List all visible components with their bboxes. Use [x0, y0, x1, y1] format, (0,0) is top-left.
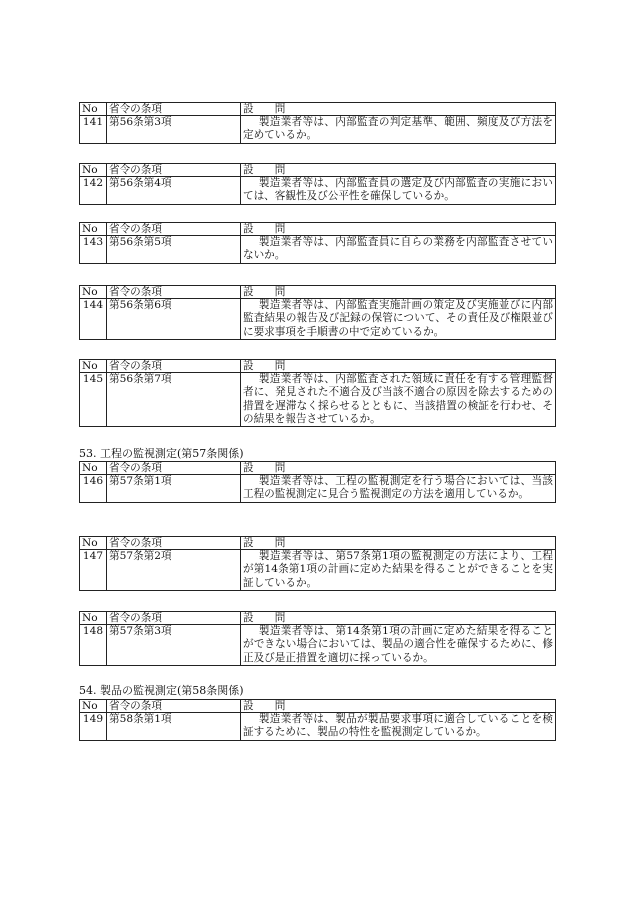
header-article: 省令の条項: [107, 612, 241, 625]
item-no: 145: [80, 373, 107, 427]
item-article: 第56条第7項: [107, 373, 241, 427]
item-article: 第58条第1項: [107, 713, 241, 741]
question-table-149: [79, 699, 556, 741]
header-article: 省令の条項: [107, 462, 241, 475]
table-header-row: [80, 360, 556, 373]
header-question: 設 問: [241, 537, 556, 550]
question-table-147: [79, 536, 556, 591]
item-article: 第57条第1項: [107, 475, 241, 503]
item-no: 142: [80, 177, 107, 205]
question-table-142: [79, 163, 556, 205]
table-header-row: [80, 223, 556, 236]
table-row: [80, 475, 556, 503]
table-header-row: [80, 164, 556, 177]
header-article: 省令の条項: [107, 103, 241, 116]
item-no: 141: [80, 116, 107, 144]
table-row: [80, 116, 556, 144]
question-table-145: [79, 359, 556, 427]
header-article: 省令の条項: [107, 223, 241, 236]
item-no: 148: [80, 625, 107, 666]
header-question: 設 問: [241, 700, 556, 713]
header-article: 省令の条項: [107, 700, 241, 713]
item-article: 第57条第2項: [107, 550, 241, 591]
header-no: No: [80, 612, 107, 625]
header-question: 設 問: [241, 612, 556, 625]
item-article: 第56条第3項: [107, 116, 241, 144]
question-table-144: [79, 285, 556, 340]
table-row: [80, 177, 556, 205]
item-question: 製造業者等は、内部監査員の選定及び内部監査の実施においては、客観性及び公平性を確保しているか。: [241, 177, 556, 205]
header-question: 設 問: [241, 286, 556, 299]
table-header-row: [80, 612, 556, 625]
table-header-row: [80, 286, 556, 299]
item-question: 製造業者等は、製品が製品要求事項に適合していることを検証するために、製品の特性を監視測定しているか。: [241, 713, 556, 741]
question-table-148: [79, 611, 556, 666]
table-row: [80, 625, 556, 666]
header-no: No: [80, 360, 107, 373]
table-row: [80, 299, 556, 340]
question-table-141: [79, 102, 556, 144]
item-question: 製造業者等は、内部監査された領域に責任を有する管理監督者に、発見された不適合及び当該不適合の原因を除去するための措置を遅滞なく採らせるとともに、当該措置の検証を行わせ、その結果を報告させているか。: [241, 373, 556, 427]
item-question: 製造業者等は、工程の監視測定を行う場合においては、当該工程の監視測定に見合う監視測定の方法を適用しているか。: [241, 475, 556, 503]
header-no: No: [80, 700, 107, 713]
table-header-row: [80, 537, 556, 550]
table-row: [80, 236, 556, 264]
item-no: 144: [80, 299, 107, 340]
question-table-143: [79, 222, 556, 264]
header-no: No: [80, 286, 107, 299]
header-article: 省令の条項: [107, 286, 241, 299]
header-no: No: [80, 223, 107, 236]
item-question: 製造業者等は、内部監査員に自らの業務を内部監査させていないか。: [241, 236, 556, 264]
header-no: No: [80, 103, 107, 116]
item-no: 143: [80, 236, 107, 264]
item-question: 製造業者等は、内部監査の判定基準、範囲、頻度及び方法を定めているか。: [241, 116, 556, 144]
section-heading-53: 53. 工程の監視測定(第57条関係): [79, 447, 244, 460]
question-table-146: [79, 461, 556, 503]
table-header-row: [80, 103, 556, 116]
table-header-row: [80, 700, 556, 713]
item-no: 147: [80, 550, 107, 591]
section-heading-54: 54. 製品の監視測定(第58条関係): [79, 684, 244, 697]
item-question: 製造業者等は、第14条第1項の計画に定めた結果を得ることができない場合においては、製品の適合性を確保するために、修正及び是正措置を適切に採っているか。: [241, 625, 556, 666]
item-article: 第57条第3項: [107, 625, 241, 666]
header-question: 設 問: [241, 360, 556, 373]
item-no: 146: [80, 475, 107, 503]
table-row: [80, 373, 556, 427]
item-article: 第56条第4項: [107, 177, 241, 205]
table-row: [80, 550, 556, 591]
item-article: 第56条第6項: [107, 299, 241, 340]
header-no: No: [80, 164, 107, 177]
item-question: 製造業者等は、内部監査実施計画の策定及び実施並びに内部監査結果の報告及び記録の保管について、その責任及び権限並びに要求事項を手順書の中で定めているか。: [241, 299, 556, 340]
header-question: 設 問: [241, 103, 556, 116]
table-row: [80, 713, 556, 741]
header-question: 設 問: [241, 164, 556, 177]
item-no: 149: [80, 713, 107, 741]
header-question: 設 問: [241, 223, 556, 236]
header-article: 省令の条項: [107, 360, 241, 373]
header-question: 設 問: [241, 462, 556, 475]
header-no: No: [80, 537, 107, 550]
header-article: 省令の条項: [107, 164, 241, 177]
header-article: 省令の条項: [107, 537, 241, 550]
table-header-row: [80, 462, 556, 475]
item-question: 製造業者等は、第57条第1項の監視測定の方法により、工程が第14条第1項の計画に定めた結果を得ることができることを実証しているか。: [241, 550, 556, 591]
header-no: No: [80, 462, 107, 475]
item-article: 第56条第5項: [107, 236, 241, 264]
